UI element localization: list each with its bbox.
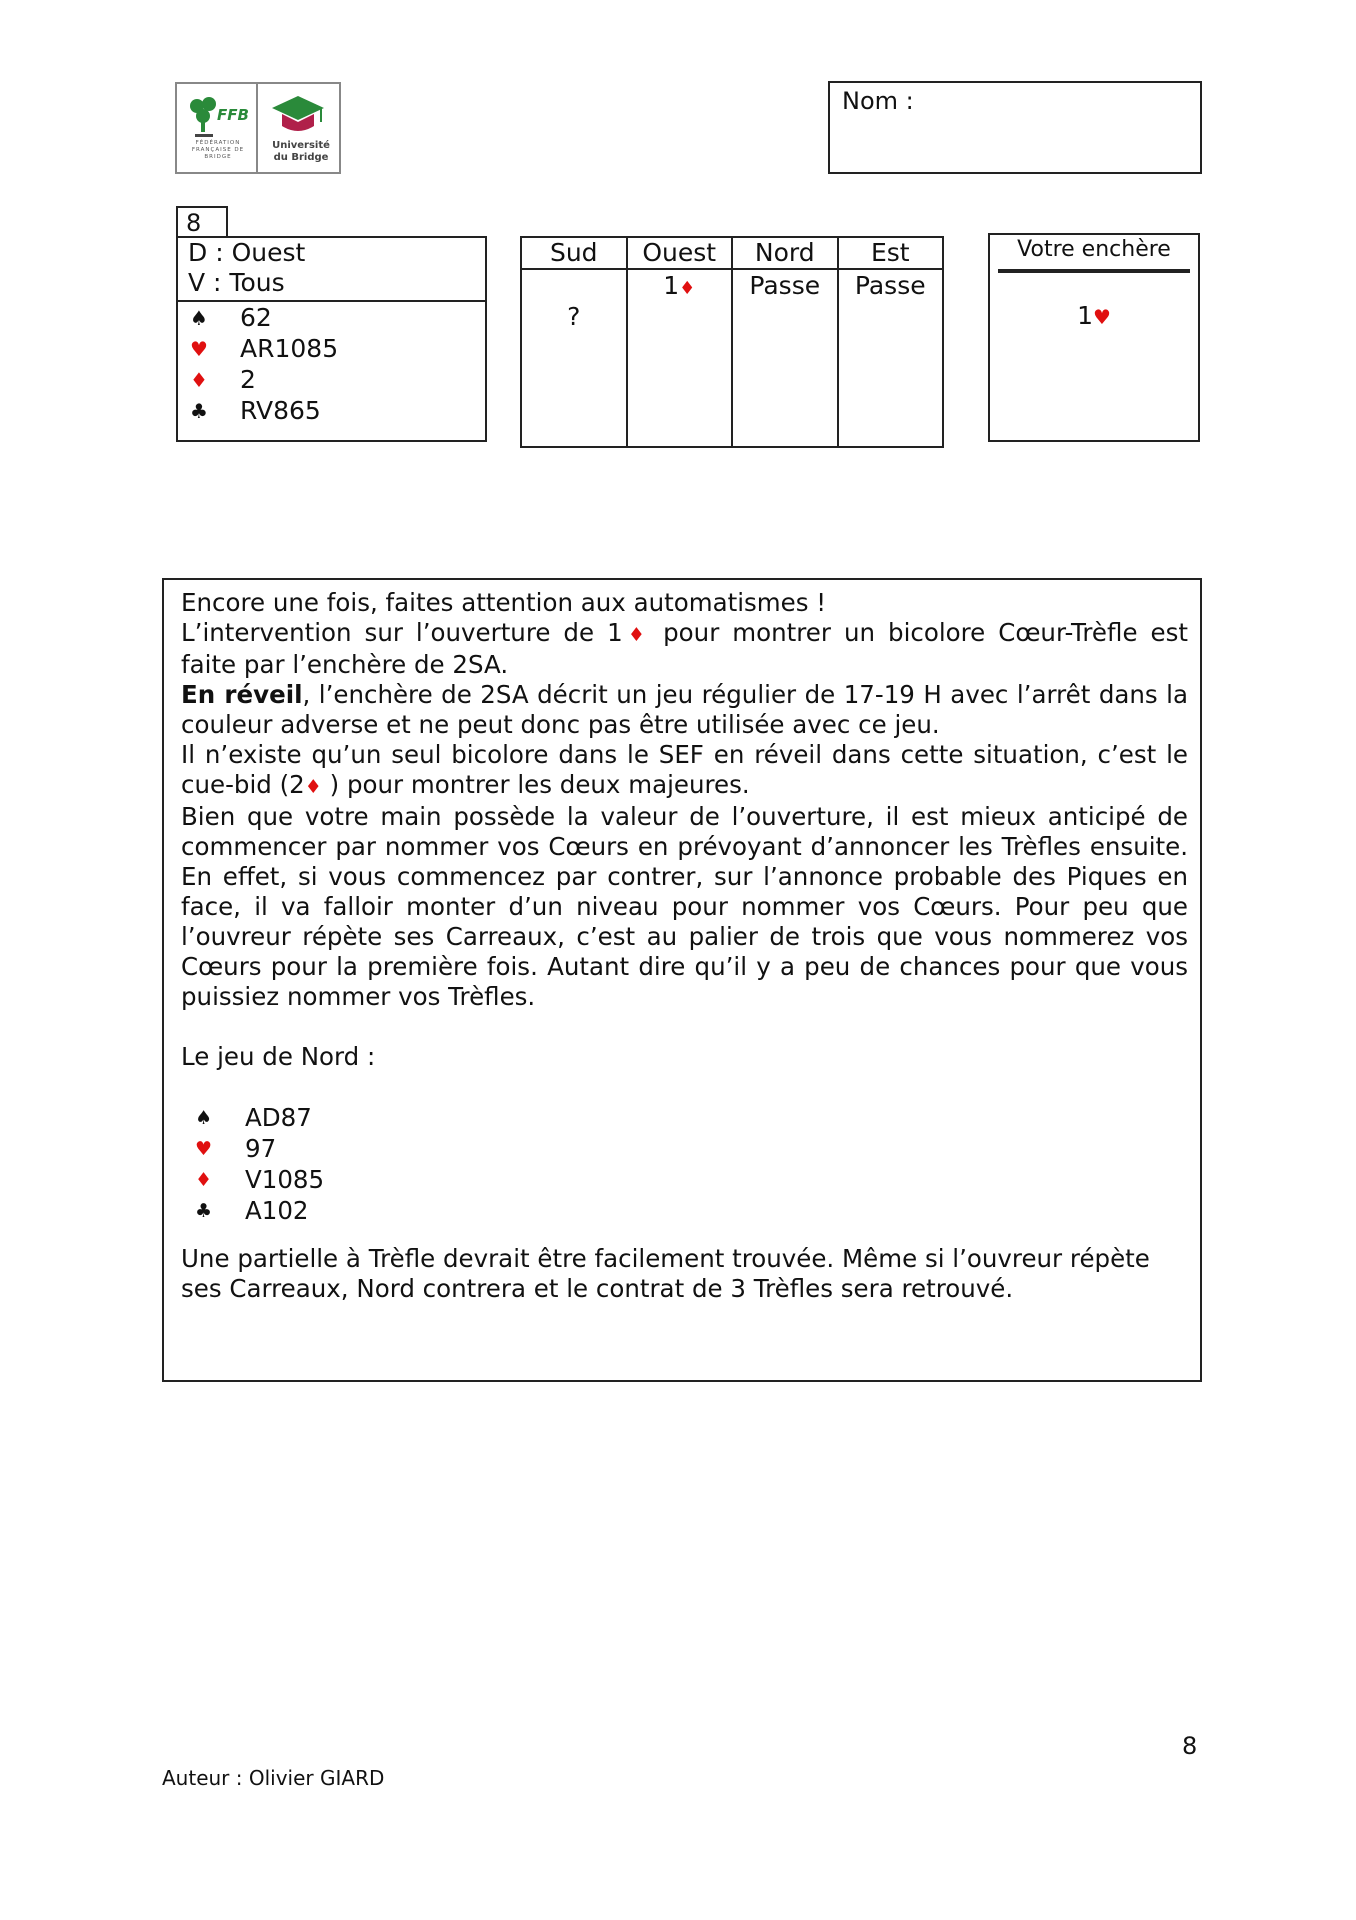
north-heart-cards: 97	[245, 1133, 277, 1163]
diamond-icon: ♦	[195, 1168, 213, 1191]
north-diamond-cards: V1085	[245, 1164, 325, 1194]
heart-icon: ♥	[190, 336, 208, 361]
dealer-label: D : Ouest	[188, 238, 306, 267]
your-bid-level: 1	[1077, 301, 1093, 330]
bid-column-ouest	[628, 238, 734, 446]
ffb-logo	[177, 84, 258, 172]
commentary-paragraph: Bien que votre main possède la valeur de l’ouverture, il est mieux anticipé de commencer par nommer vos Cœurs en prévoyant d’annoncer les Trèfles ensuite. En effet, si vous commencez par contrer, sur l’annonce probable des Piques en face, il va falloir monter d’un niveau pour nommer vos Cœurs. Pour peu que l’ouvreur répète ses Carreaux, c’est au palier de trois que vous nommerez vos Cœurs pour la première fois. Autant dire qu’il y a peu de chances pour que vous puissiez nommer vos Trèfles.	[181, 802, 1188, 1011]
hand-row-diamonds	[178, 364, 485, 395]
north-club-cards: A102	[245, 1195, 309, 1225]
your-bid-box	[988, 233, 1200, 442]
bid-ouest-level: 1	[663, 271, 680, 300]
north-row-spades	[181, 1102, 1188, 1133]
graduation-cap-icon	[268, 92, 328, 136]
bid-header-est: Est	[839, 238, 943, 270]
vulnerability-label: V : Tous	[188, 268, 285, 297]
name-field[interactable]	[828, 81, 1202, 174]
commentary-intro: Encore une fois, faites attention aux automatismes !	[181, 588, 827, 617]
bid-header-ouest: Ouest	[628, 238, 732, 270]
spade-icon: ♠	[195, 1106, 213, 1129]
name-label: Nom :	[842, 87, 914, 115]
hand-row-hearts	[178, 333, 485, 364]
bid-column-sud	[522, 238, 628, 446]
your-bid-answer	[990, 301, 1198, 330]
commentary-paragraph: En réveil, l’enchère de 2SA décrit un jeu régulier de 17-19 H avec l’arrêt dans la couleur adverse et ne peut donc pas être utilisée avec ce jeu.	[181, 680, 1188, 739]
heart-icon: ♥	[195, 1137, 213, 1160]
diamond-icon: ♦	[190, 367, 208, 392]
bid-est: Passe	[854, 271, 926, 300]
deal-number: 8	[176, 206, 228, 238]
club-cards: RV865	[240, 396, 321, 425]
club-icon: ♣	[190, 398, 208, 423]
deal-info	[178, 238, 485, 302]
author-credit: Auteur : Olivier GIARD	[162, 1766, 385, 1790]
north-row-diamonds	[181, 1164, 1188, 1195]
commentary-box	[162, 578, 1202, 1382]
bid-header-sud: Sud	[522, 238, 626, 270]
north-spade-cards: AD87	[245, 1102, 312, 1132]
bidding-table	[520, 236, 944, 448]
bid-ouest	[628, 270, 732, 301]
diamond-cards: 2	[240, 365, 256, 394]
diamond-icon: ♦	[304, 776, 322, 798]
divider	[998, 269, 1190, 273]
north-hand-label: Le jeu de Nord :	[181, 1042, 376, 1071]
ffb-subtitle: FÉDÉRATION FRANÇAISE DE BRIDGE	[191, 140, 245, 160]
logo	[175, 82, 341, 174]
commentary-paragraph: L’intervention sur l’ouverture de 1♦ pour montrer un bicolore Cœur-Trèfle est faite par l’enchère de 2SA.	[181, 618, 1188, 679]
bid-nord: Passe	[749, 271, 821, 300]
universite-logo	[258, 84, 339, 172]
bid-column-est	[839, 238, 943, 446]
hand-row-clubs	[178, 395, 485, 426]
south-hand	[176, 236, 487, 442]
bid-sud: ?	[567, 302, 581, 331]
bid-header-nord: Nord	[733, 238, 837, 270]
emphasis-text: En réveil	[181, 680, 303, 709]
diamond-icon: ♦	[622, 624, 651, 646]
spade-cards: 62	[240, 303, 272, 332]
bid-column-nord	[733, 238, 839, 446]
spade-icon: ♠	[190, 305, 208, 330]
hand-row-spades	[178, 302, 485, 333]
commentary-conclusion: Une partielle à Trèfle devrait être facilement trouvée. Même si l’ouvreur répète ses Carreaux, Nord contrera et le contrat de 3 Trèfles sera retrouvé.	[181, 1244, 1150, 1303]
heart-icon: ♥	[1092, 305, 1111, 329]
your-bid-title: Votre enchère	[1017, 237, 1171, 262]
universite-wordmark: Université du Bridge	[272, 140, 330, 163]
heart-cards: AR1085	[240, 334, 339, 363]
club-icon: ♣	[195, 1199, 213, 1222]
page-number: 8	[1182, 1732, 1198, 1760]
ffb-wordmark: FFB	[217, 106, 249, 124]
commentary-paragraph: Il n’existe qu’un seul bicolore dans le SEF en réveil dans cette situation, c’est le cue-bid (2♦ ) pour montrer les deux majeures.	[181, 740, 1188, 799]
diamond-icon: ♦	[679, 278, 696, 299]
north-row-clubs	[181, 1195, 1188, 1226]
north-row-hearts	[181, 1133, 1188, 1164]
